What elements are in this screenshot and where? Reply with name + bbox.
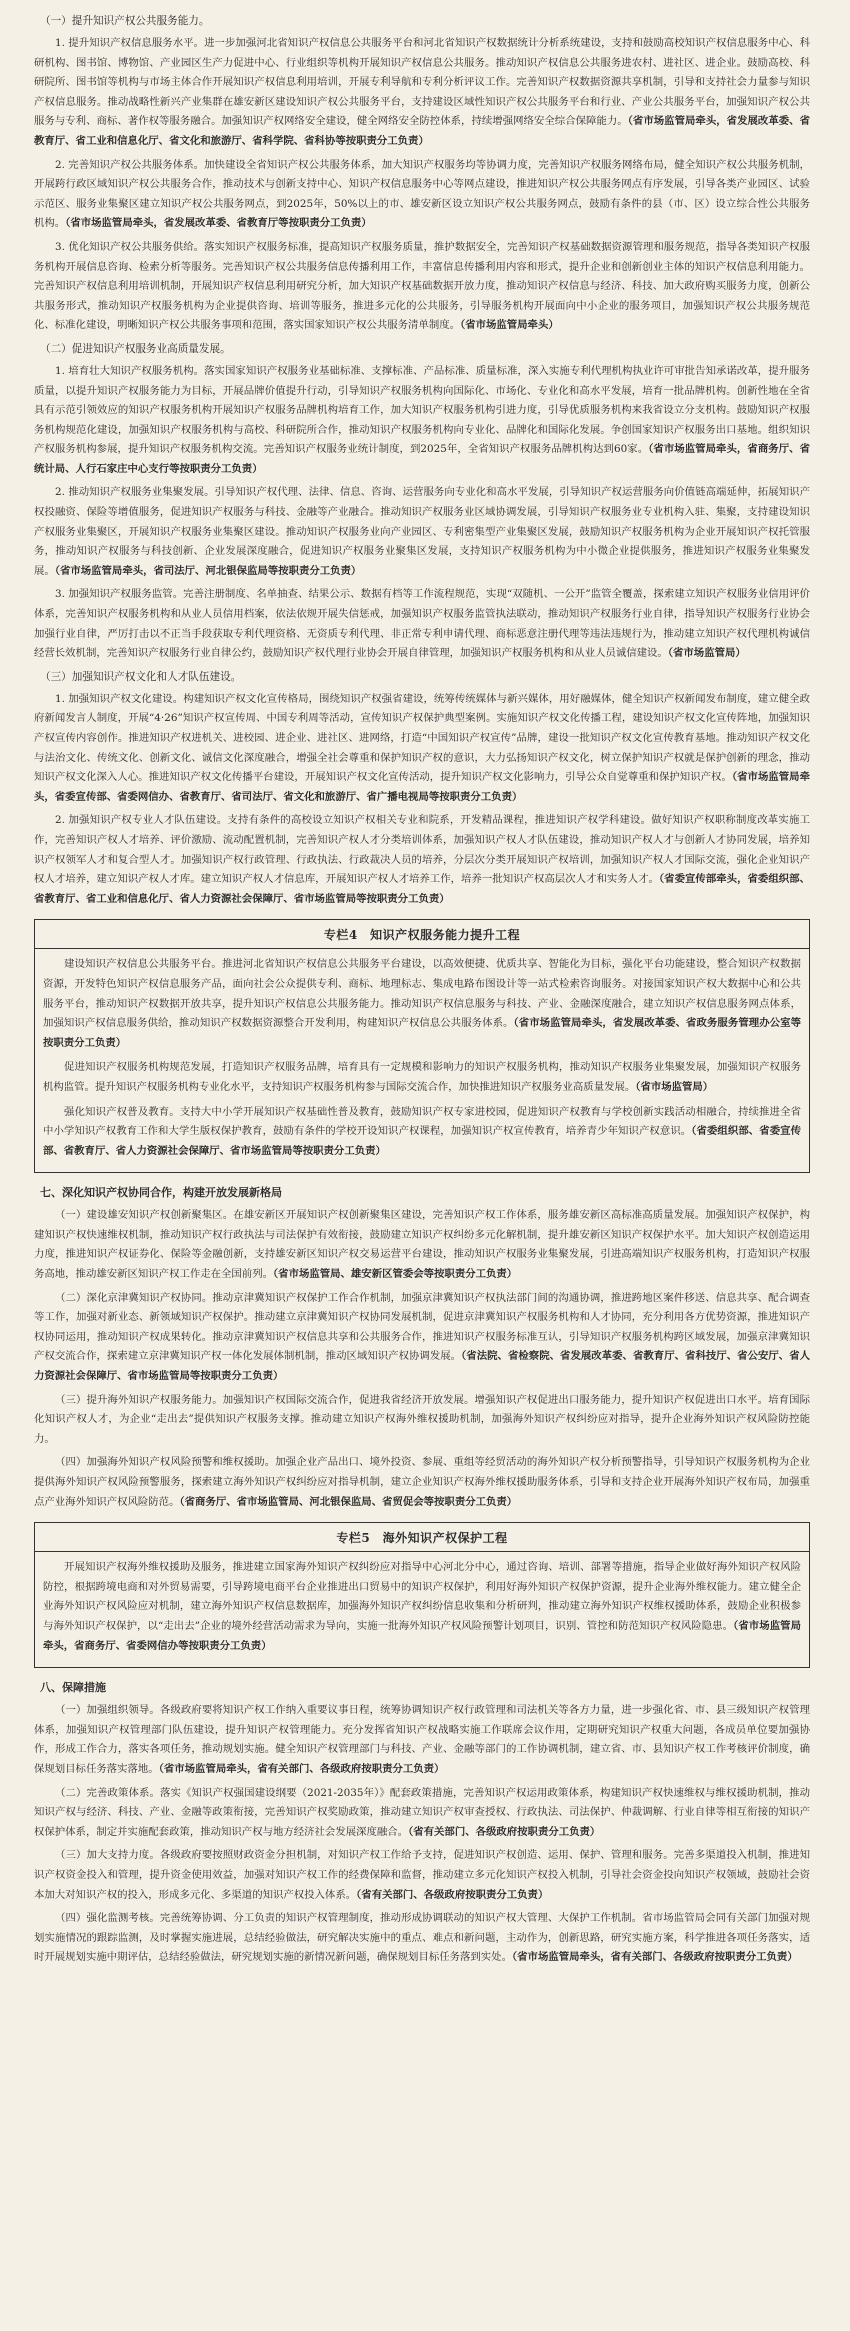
paragraph-text: 2. 加强知识产权专业人才队伍建设。支持有条件的高校设立知识产权相关专业和院系，开发精品课程，推进知识产权学科建设。做好知识产权职称制度改革实施工作，完善知识产权人才培养、评价激励、流动配置机制，完善知识产权人才分类培训体系，加强知识产权人才队伍建设，推动知识产权人才与创新人才协同发展，培养知识产权领军人才和复合型人才。加强知识产权行政管理、行政执法、行政裁决人员的培养，分层次分类开展知识产权培训，加强知识产权人才国际交流，强化企业知识产权人才培养，建立知识产权人才库。建立知识产权人才信息库，开展知识产权人才培养工作，培养一批知识产权高层次人才和实务人才。 <box>34 814 810 886</box>
responsibility-note: （省市场监管局牵头，省发展改革委、省政务服务管理办公室等按职责分工负责） <box>43 1017 801 1049</box>
subsection-heading: （三）加强知识产权文化和人才队伍建设。 <box>40 670 242 683</box>
responsibility-note: （省有关部门、各级政府按职责分工负责） <box>356 1888 549 1901</box>
responsibility-note: （省市场监管局） <box>667 647 746 660</box>
responsibility-note: （省市场监管局牵头，省发展改革委、省教育厅、省工业和信息化厅、省文化和旅游厅、省科学院、省科协等按职责分工负责） <box>34 115 810 147</box>
section-heading: 八、保障措施 <box>40 1681 106 1695</box>
paragraph <box>34 1909 810 1968</box>
feature-box-paragraph <box>43 1103 801 1162</box>
paragraph-text: 强化知识产权普及教育。支持大中小学开展知识产权基础性普及教育，鼓励知识产权专家进校园，促进知识产权教育与学校创新实践活动相融合，持续推进全省中小学知识产权教育工作和大学生版权保护教育，鼓励有条件的学校开设知识产权课程，加强知识产权宣传教育，培养青少年知识产权意识。 <box>43 1105 801 1138</box>
responsibility-note: （省委宣传部牵头，省委组织部、省教育厅、省工业和信息化厅、省人力资源社会保障厅、省市场监管局等按职责分工负责） <box>34 873 810 905</box>
paragraph-text: （三）加大支持力度。各级政府要按照财政资金分担机制，对知识产权工作给予支持，促进知识产权创造、运用、保护、管理和服务。完善多渠道投入机制，推进知识产权资金投入和管理，提升资金使用效益，加强对知识产权工作的经费保障和监督，推动建立多元化知识产权投入机制，引导社会资金投向知识产权领域，鼓励社会资本加大对知识产权的投入，形成多元化、多渠道的知识产权投入体系。 <box>34 1849 810 1901</box>
paragraph <box>34 483 810 581</box>
responsibility-note: （省市场监管局牵头，省司法厅、河北银保监局等按职责分工负责） <box>54 564 362 577</box>
paragraph-text: 3. 加强知识产权服务监管。完善注册制度、名单抽查、结果公示、数据有档等工作流程规范，实现“双随机、一公开”监管全覆盖，探索建立知识产权服务业信用评价体系，完善知识产权服务机构和从业人员信用档案，依法依规开展失信惩戒，加强知识产权服务监管执法联动，推动知识产权服务行业自律，指导知识产权服务行业协会加强行业自律，严厉打击以不正当手段获取专利代理资格、无资质专利代理、非正常专利申请代理、商标恶意注册代理等违法违规行为，推动建立知识产权代理机构诚信经营长效机制，完善知识产权服务行业自律公约，鼓励知识产权代理行业协会开展自律管理，加强知识产权服务机构和从业人员诚信建设。 <box>34 588 810 660</box>
paragraph <box>34 1701 810 1779</box>
section-heading: 七、深化知识产权协同合作，构建开放发展新格局 <box>40 1186 282 1200</box>
paragraph <box>34 156 810 234</box>
paragraph-text: 1. 加强知识产权文化建设。构建知识产权文化宣传格局，围绕知识产权强省建设，统筹传统媒体与新兴媒体，用好融媒体，健全知识产权新闻发布制度，建立健全政府新闻发言人制度，开展“4·26”知识产权宣传周、中国专利周等活动，宣传知识产权保护典型案例。实施知识产权文化传播工程，建设知识产权文化宣传阵地，加强知识产权宣传内容创作。推进知识产权进机关、进校园、进企业、进社区、进网络，打造“中国知识产权宣传”品牌，建设一批知识产权文化宣传教育基地。推动知识产权文化与法治文化、传统文化、创新文化、诚信文化深度融合，增强全社会尊重和保护知识产权的意识，大力弘扬知识产权文化，树立保护知识产权就是保护创新的理念，推动知识产权文化深入人心。推进知识产权文化传播平台建设，开展知识产权文化宣传活动，提升知识产权文化影响力，引导公众自觉尊重和保护知识产权。 <box>34 692 810 784</box>
subsection-heading: （一）提升知识产权公共服务能力。 <box>40 15 210 27</box>
paragraph-text: 开展知识产权海外维权援助及服务，推进建立国家海外知识产权纠纷应对指导中心河北分中心，通过咨询、培训、部署等措施，指导企业做好海外知识产权风险防控，根据跨境电商和对外贸易需要，引导跨境电商平台企业推进出口贸易中的知识产权保护，利用好海外知识产权保护资源，提升企业海外维权能力。建立健全企业海外知识产权风险应对机制，建立海外知识产权信息数据库，加强海外知识产权纠纷信息收集和分析研判，推动建立海外知识产权维权援助体系，鼓励企业积极参与海外知识产权保护，以“走出去”企业的境外经营活动需求为导向，实施一批海外知识产权风险预警计划项目，识别、管控和防范知识产权风险隐患。 <box>43 1561 801 1632</box>
paragraph-text: 建设知识产权信息公共服务平台。推进河北省知识产权信息公共服务平台建设，以高效便捷、优质共享、智能化为目标，强化平台功能建设，整合知识产权数据资源，开发特色知识产权信息服务产品，面向社会公众提供专利、商标、地理标志、集成电路布图设计等一站式检索咨询服务。对接国家知识产权大数据中心和公共服务平台，推动知识产权数据开放共享，提升知识产权信息公共服务能力。推动知识产权信息服务与科技、产业、金融深度融合，建立知识产权信息服务网点体系，加强知识产权信息服务供给，推动知识产权数据资源整合开发利用，构建知识产权信息公共服务体系。 <box>43 958 801 1030</box>
paragraph-text: 1. 培育壮大知识产权服务机构。落实国家知识产权服务业基础标准、支撑标准、产品标准、质量标准，深入实施专利代理机构执业许可审批告知承诺改革，提升服务质量，以提升知识产权服务能力为目标，开展品牌价值提升行动，引导知识产权服务机构向国际化、市场化、专业化和高水平发展，培育一批品牌机构。创新性地在全省具有示范引领效应的知识产权服务机构开展知识产权服务品牌机构培育工作，加大知识产权服务机构引进力度，引导优质服务机构来我省设立分支机构。鼓励知识产权服务机构规范化建设，加强知识产权服务机构与高校、科研院所合作，推动知识产权服务机构向专业化、品牌化和国际化发展。争创国家知识产权服务出口基地。组织知识产权服务机构参展，提升知识产权服务机构交流。完善知识产权服务业统计制度，到2025年，全省知识产权服务品牌机构达到60家。 <box>34 364 810 456</box>
feature-box-title: 专栏5 海外知识产权保护工程 <box>35 1523 809 1552</box>
feature-box <box>34 919 810 1173</box>
feature-box-title: 专栏4 知识产权服务能力提升工程 <box>35 920 809 949</box>
feature-box-paragraph <box>43 1058 801 1097</box>
paragraph <box>34 1391 810 1450</box>
paragraph-text: 1. 提升知识产权信息服务水平。进一步加强河北省知识产权信息公共服务平台和河北省知识产权数据统计分析系统建设，支持和鼓励高校知识产权信息服务中心、科研机构、图书馆、博物馆、产业园区生产力促进中心、行业组织等机构开展知识产权信息公共服务。推动知识产权信息公共服务进农村、进社区、进企业。鼓励高校、科研院所、图书馆等机构与市场主体合作开展知识产权信息利用培训，开展专利导航和专利分析评议工作。完善知识产权数据资源共享机制，引导和支持社会力量参与知识产权信息服务。推动战略性新兴产业集群在雄安新区建设知识产权公共服务平台，支持建设区域性知识产权公共服务平台和行业、产业公共服务平台，加强知识产权公共服务与专利、商标、著作权等服务融合。加强知识产权网络安全建设，健全网络安全防控体系，持续增强网络安全综合保障能力。 <box>34 37 810 128</box>
paragraph <box>34 362 810 480</box>
responsibility-note: （省法院、省检察院、省发展改革委、省教育厅、省科技厅、省公安厅、省人力资源社会保障厅、省市场监管局等按职责分工负责） <box>34 1350 811 1383</box>
paragraph-text: 3. 优化知识产权公共服务供给。落实知识产权服务标准，提高知识产权服务质量，推护数据安全，完善知识产权基础数据资源管理和服务规范，指导各类知识产权服务机构开展信息咨询、检索分析等服务。完善知识产权公共服务信息传播利用工作，丰富信息传播利用内容和形式，提升企业和创新创业主体的知识产权信息利用能力。完善知识产权信息利用培训机制，开展知识产权信息利用研究分析，加大知识产权基础数据开放力度，推动知识产权信息与经济、科技、加大政府购买服务力度，创新公共服务形式，推动知识产权服务机构为企业提供咨询、培训等服务，推进多元化的公共服务，引导服务机构开展面向中小企业的服务项目，加强知识产权公共服务规范化、标准化建设，明晰知识产权公共服务事项和范围，落实国家知识产权公共服务清单制度。 <box>34 240 810 332</box>
paragraph-text: （一）加强组织领导。各级政府要将知识产权工作纳入重要议事日程，统筹协调知识产权行政管理和司法机关等各方力量，进一步强化省、市、县三级知识产权管理体系，加强知识产权管理部门队伍建设，提升知识产权管理能力。充分发挥省知识产权战略实施工作联席会议作用，定期研究知识产权重大问题，各成员单位要加强协作，形成工作合力，落实各项任务，推动规划实施。健全知识产权管理部门与科技、产业、金融等部门的工作协调机制，建立省、市、县知识产权工作考核评价制度，确保规划目标任务落实落地。 <box>34 1704 810 1775</box>
paragraph-text: 促进知识产权服务机构规范发展，打造知识产权服务品牌，培育具有一定规模和影响力的知识产权服务机构，推动知识产权服务业集聚发展，加强知识产权服务机构监管。提升知识产权服务机构专业化水平，支持知识产权服务机构参与国际交流合作，加快推进知识产权服务业高质量发展。 <box>43 1061 801 1093</box>
paragraph-text: （四）加强海外知识产权风险预警和维权援助。加强企业产品出口、境外投资、参展、重组等经贸活动的海外知识产权分析预警指导，引导知识产权服务机构为企业提供海外知识产权风险预警服务，探索建立海外知识产权纠纷应对指导机制，建立企业知识产权海外维权援助服务体系，引导和支持企业开展海外知识产权布局，加强重点产业海外知识产权风险防范。 <box>34 1456 810 1508</box>
responsibility-note: （省市场监管局牵头，省有关部门、各级政府按职责分工负责） <box>511 1951 798 1964</box>
paragraph <box>34 585 810 663</box>
subsection-heading: （二）促进知识产权服务业高质量发展。 <box>40 342 231 355</box>
responsibility-note: （省有关部门、各级政府按职责分工负责） <box>408 1825 601 1838</box>
paragraph <box>34 1289 810 1387</box>
paragraph <box>34 1206 810 1284</box>
paragraph <box>34 238 810 336</box>
paragraph-text: （二）深化京津冀知识产权协同。推动京津冀知识产权保护工作合作机制，加强京津冀知识产权执法部门间的沟通协调，推进跨地区案件移送、信息共享、配合调查等工作，加强对新业态、新领域知识产权保护。推动建立京津冀知识产权协同发展机制，促进京津冀知识产权服务机构和人才协同，充分利用各方优势资源，推进知识产权协同运用，推动知识产权成果转化。推动京津冀知识产权信息共享和公共服务合作，推进知识产权服务标准互认，引导知识产权服务机构跨区域发展，加强京津冀知识产权交流合作，探索建立京津冀知识产权一体化发展体制机制，推动区域知识产权协调发展。 <box>34 1291 810 1363</box>
paragraph <box>34 1453 810 1512</box>
responsibility-note: （省商务厅、省市场监管局、河北银保监局、省贸促会等按职责分工负责） <box>179 1495 518 1508</box>
responsibility-note: （省市场监管局牵头，省委宣传部、省委网信办、省教育厅、省司法厅、省文化和旅游厅、省广播电视局等按职责分工负责） <box>34 771 810 803</box>
paragraph-text: （二）完善政策体系。落实《知识产权强国建设纲要（2021-2035年）》配套政策措施，完善知识产权运用政策体系，构建知识产权快速维权与维权援助机制，推动知识产权与经济、科技、产业、金融等政策衔接，完善知识产权奖励政策，推动建立知识产权审查授权、行政执法、司法保护、仲裁调解、行业自律等相互衔接的知识产权保护体系，制定并实施配套政策，推动知识产权与地方经济社会发展深度融合。 <box>34 1786 810 1838</box>
feature-box-paragraph <box>43 955 801 1053</box>
responsibility-note: （省市场监管局牵头） <box>460 319 559 332</box>
paragraph-text: （一）建设雄安知识产权创新聚集区。在雄安新区开展知识产权创新聚集区建设，完善知识产权工作体系，服务雄安新区高标准高质量发展。加强知识产权保护，构建知识产权快速维权机制，推动知识产权行政执法与司法保护有效衔接，鼓励建立知识产权纠纷多元化解机制，提升雄安新区知识产权保护水平。加大知识产权创造运用力度，推进知识产权证券化、保险等金融创新，支持雄安新区知识产权交易运营平台建设，推动知识产权服务业集聚发展，引进高端知识产权服务机构，打造知识产权服务高地，推动雄安新区知识产权工作走在全国前列。 <box>34 1209 810 1281</box>
responsibility-note: （省市场监管局牵头，省发展改革委、省教育厅等按职责分工负责） <box>65 217 372 230</box>
responsibility-note: （省委组织部、省委宣传部、省教育厅、省人力资源社会保障厅、省市场监管局等按职责分工负责） <box>43 1125 801 1157</box>
feature-box <box>34 1522 810 1668</box>
paragraph-text: （三）提升海外知识产权服务能力。加强知识产权国际交流合作，促进我省经济开放发展。增强知识产权促进出口服务能力，提升知识产权促进出口水平。培育国际化知识产权人才，为企业“走出去”提供知识产权服务支撑。推动建立知识产权海外维权援助机制，加强海外知识产权纠纷应对指导，提升企业海外知识产权风险防控能力。 <box>34 1393 810 1445</box>
paragraph <box>34 690 810 808</box>
paragraph-text: 2. 完善知识产权公共服务体系。加快建设全省知识产权公共服务体系，加大知识产权服务均等协调力度，完善知识产权服务网络布局，健全知识产权公共服务机制，开展跨行政区域知识产权公共服务合作，推动技术与创新支持中心、知识产权信息服务中心等网点建设，推进知识产权公共服务网点有序发展，引导各类产业园区、试验示范区、服务业集聚区建立知识产权公共服务网点，到2025年，50%以上的市、雄安新区设立知识产权公共服务网点，鼓励有条件的县（市、区）设立综合性公共服务机构。 <box>34 158 810 230</box>
responsibility-note: （省市场监管局牵头，省商务厅、省统计局、人行石家庄中心支行等按职责分工负责） <box>34 443 810 475</box>
feature-box-paragraph <box>43 1558 801 1656</box>
responsibility-note: （省市场监管局、雄安新区管委会等按职责分工负责） <box>272 1268 518 1281</box>
responsibility-note: （省市场监管局牵头，省有关部门、各级政府按职责分工负责） <box>158 1762 445 1775</box>
paragraph-text: 2. 推动知识产权服务业集聚发展。引导知识产权代理、法律、信息、咨询、运营服务向专业化和高水平发展，引导知识产权运营服务向价值链高端延伸，拓展知识产权投融资、保险等增值服务，促进知识产权服务与科技、金融等产业融合。推动知识产权服务业区域协调发展，引导知识产权服务业专业机构入驻、集聚，支持建设知识产权服务业集聚区，开展知识产权服务业集聚区建设。推动知识产权服务业向产业园区、专利密集型产业集聚区发展，鼓励知识产权服务机构为企业开展知识产权托管服务，推动知识产权服务与科技创新、企业发展深度融合，促进知识产权服务业聚集区发展，支持知识产权服务机构为中小微企业提供服务，推进知识产权服务业集聚发展。 <box>34 486 810 577</box>
paragraph <box>34 34 810 152</box>
paragraph <box>34 1846 810 1905</box>
paragraph <box>34 1784 810 1843</box>
responsibility-note: （省市场监管局） <box>635 1080 714 1093</box>
paragraph-text: （四）强化监测考核。完善统筹协调、分工负责的知识产权管理制度，推动形成协调联动的知识产权大管理、大保护工作机制。省市场监管局会同有关部门加强对规划实施情况的跟踪监测，及时掌握实施进展，总结经验做法，研究解决实施中的重点、难点和新问题，主动作为，创新思路，研究实施方案，科学推进各项任务落实，适时开展规划实施中期评估，总结经验做法，研究规划实施的新情况新问题，确保规划目标任务落到实处。 <box>34 1912 810 1964</box>
responsibility-note: （省市场监管局牵头，省商务厅、省委网信办等按职责分工负责） <box>43 1619 801 1652</box>
paragraph <box>34 811 810 909</box>
